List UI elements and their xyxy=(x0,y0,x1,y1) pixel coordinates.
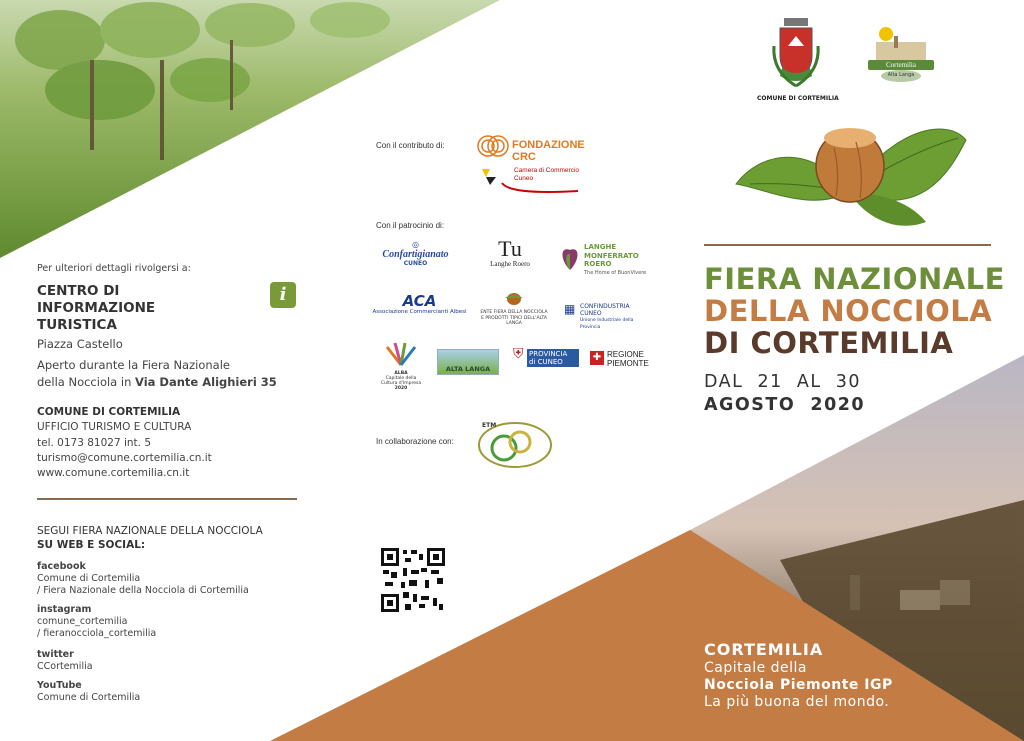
langhe-line-3: ROERO xyxy=(584,260,612,268)
dates-line-2: AGOSTO 2020 xyxy=(704,395,866,415)
aperto-line-1: Aperto durante la Fiera Nazionale xyxy=(37,358,230,372)
contact-intro: Per ulteriori dettagli rivolgersi a: xyxy=(37,263,191,274)
facebook-block xyxy=(37,561,249,597)
youtube-block xyxy=(37,680,140,704)
comune-crest xyxy=(766,16,826,94)
youtube-link[interactable]: Comune di Cortemilia xyxy=(37,692,141,703)
langhe-text xyxy=(584,243,646,277)
ente-line-2: E PRODOTTI TIPICI DELL'ALTA LANGA xyxy=(481,315,547,326)
confindustria-icon: ▦ xyxy=(564,302,576,316)
instagram-block xyxy=(37,604,156,640)
facebook-link-2[interactable]: / Fiera Nazionale della Nocciola di Cortemilia xyxy=(37,585,249,596)
website-link[interactable]: www.comune.cortemilia.cn.it xyxy=(37,467,190,479)
title-line-2: DELLA NOCCIOLA xyxy=(704,294,993,328)
crest-icon xyxy=(766,16,826,94)
comune-label: COMUNE DI CORTEMILIA xyxy=(757,95,839,102)
segui-line-1: SEGUI FIERA NAZIONALE DELLA NOCCIOLA xyxy=(37,525,263,537)
aca-text: ACA xyxy=(402,292,437,310)
confartigianato-sub: CUNEO xyxy=(403,260,428,267)
tagline-3: La più buona del mondo. xyxy=(704,694,890,710)
alta-langa-logo xyxy=(437,349,499,375)
instagram-label: instagram xyxy=(37,604,92,615)
alba-line-1: ALBA xyxy=(394,371,408,376)
aca-logo xyxy=(372,294,467,328)
alba-capitale-logo xyxy=(380,341,422,393)
tagline-2: Nocciola Piemonte IGP xyxy=(704,677,893,693)
camera-line-2: Cuneo xyxy=(514,175,534,182)
title-line-3: DI CORTEMILIA xyxy=(704,326,954,360)
confartigianato-mark-icon: ◎ xyxy=(412,240,419,249)
telephone: tel. 0173 81027 int. 5 xyxy=(37,437,152,449)
facebook-link-1[interactable]: Comune di Cortemilia xyxy=(37,573,141,584)
regione-text xyxy=(607,350,649,368)
centro-heading xyxy=(37,283,155,334)
fondazione-text: FONDAZIONE CRC xyxy=(512,139,585,163)
ente-hazelnut-icon xyxy=(502,290,526,306)
segui-heading xyxy=(37,524,263,552)
patrocinio-label: Con il patrocinio di: xyxy=(376,221,445,230)
twitter-link[interactable]: CCortemilia xyxy=(37,661,93,672)
confindustria-line-1: CONFINDUSTRIA CUNEO xyxy=(580,303,630,317)
provincia-line-2: di CUNEO xyxy=(529,358,563,366)
camera-commercio-logo xyxy=(480,165,590,195)
confindustria-text xyxy=(580,303,649,331)
aperto-line-2 xyxy=(37,375,277,389)
provincia-cuneo-logo xyxy=(513,346,577,372)
camera-line-1: Camera di Commercio xyxy=(514,167,580,174)
etm-text: ETM xyxy=(482,422,497,429)
etm-logo xyxy=(476,420,554,470)
ente-text xyxy=(474,310,554,327)
regione-piemonte-logo xyxy=(590,350,650,372)
ufficio: UFFICIO TURISMO E CULTURA xyxy=(37,421,192,433)
cortemilia-badge-text: Cortemilia xyxy=(886,61,916,69)
alta-langa-small-text: Alta Langa xyxy=(887,72,915,78)
collaborazione-label: In collaborazione con: xyxy=(376,437,454,446)
fondazione-rings-icon xyxy=(476,134,512,158)
alta-langa-text: ALTA LANGA xyxy=(445,365,491,373)
twitter-block xyxy=(37,649,93,673)
facebook-label: facebook xyxy=(37,561,86,572)
ente-fiera-logo xyxy=(474,290,554,326)
camera-swoosh xyxy=(500,179,580,195)
confartigianato-logo xyxy=(378,240,453,274)
regione-line-1: REGIONE xyxy=(607,350,644,359)
regione-cross-icon: ✚ xyxy=(590,351,604,365)
alba-line-2: Capitale della xyxy=(385,376,417,381)
title-line-1: FIERA NAZIONALE xyxy=(704,262,1005,296)
cortemilia-badge xyxy=(866,24,936,86)
alba-text xyxy=(380,371,422,391)
contributo-label: Con il contributo di: xyxy=(376,141,445,150)
aperto-address: Via Dante Alighieri 35 xyxy=(135,375,277,389)
left-divider xyxy=(37,498,297,500)
tu-sub: Langhe Roero xyxy=(490,260,530,268)
langhe-heart-icon xyxy=(560,242,580,272)
tu-text: Tu xyxy=(498,236,522,261)
centro-line-2: INFORMAZIONE xyxy=(37,300,156,316)
provincia-line-1: PROVINCIA xyxy=(529,350,568,358)
qr-code-graphic xyxy=(381,548,445,612)
instagram-link-1[interactable]: comune_cortemilia xyxy=(37,616,128,627)
langhe-line-1: LANGHE xyxy=(584,243,617,251)
alba-line-3: Cultura d'Impresa xyxy=(380,381,422,386)
fondazione-crc-logo xyxy=(476,134,606,163)
comune-title: COMUNE DI CORTEMILIA xyxy=(37,406,181,418)
piazza: Piazza Castello xyxy=(37,337,123,351)
hazelnut-icon xyxy=(730,112,970,234)
segui-line-2: SU WEB E SOCIAL: xyxy=(37,539,146,551)
qr-code-icon[interactable] xyxy=(381,548,445,612)
camera-mark-icon xyxy=(480,165,498,187)
provincia-shield-icon: ⛨ xyxy=(513,346,524,362)
centro-line-1: CENTRO DI xyxy=(37,283,120,299)
alba-line-4: 2020 xyxy=(394,386,408,391)
youtube-label: YouTube xyxy=(37,680,82,691)
city-name: CORTEMILIA xyxy=(704,640,824,659)
langhe-line-2: MONFERRATO xyxy=(584,251,639,260)
ente-line-1: ENTE FIERA DELLA NOCCIOLA xyxy=(480,310,548,315)
aperto-line-2-text: della Nocciola in xyxy=(37,375,136,389)
langhe-monferrato-logo xyxy=(560,242,650,278)
alba-burst-icon xyxy=(383,341,419,367)
centro-line-3: TURISTICA xyxy=(37,317,117,333)
regione-line-2: PIEMONTE xyxy=(607,359,649,368)
email-link[interactable]: turismo@comune.cortemilia.cn.it xyxy=(37,452,212,464)
dates-line-1: DAL 21 AL 30 xyxy=(704,372,862,392)
langhe-line-4: The Home of BuonVivere xyxy=(584,269,647,276)
provincia-text xyxy=(527,349,579,367)
tu-langhe-logo xyxy=(480,238,540,274)
confindustria-line-2: Unione Industriale della Provincia xyxy=(580,318,634,330)
info-icon: i xyxy=(270,282,296,308)
tagline-1: Capitale della xyxy=(704,660,808,676)
confindustria-logo xyxy=(564,300,649,330)
confartigianato-text: Confartigianato xyxy=(382,249,449,260)
title-divider xyxy=(704,244,991,246)
aca-sub: Associazione Commercianti Albesi xyxy=(372,309,467,315)
instagram-link-2[interactable]: / fieranocciola_cortemilia xyxy=(37,628,157,639)
twitter-label: twitter xyxy=(37,649,74,660)
